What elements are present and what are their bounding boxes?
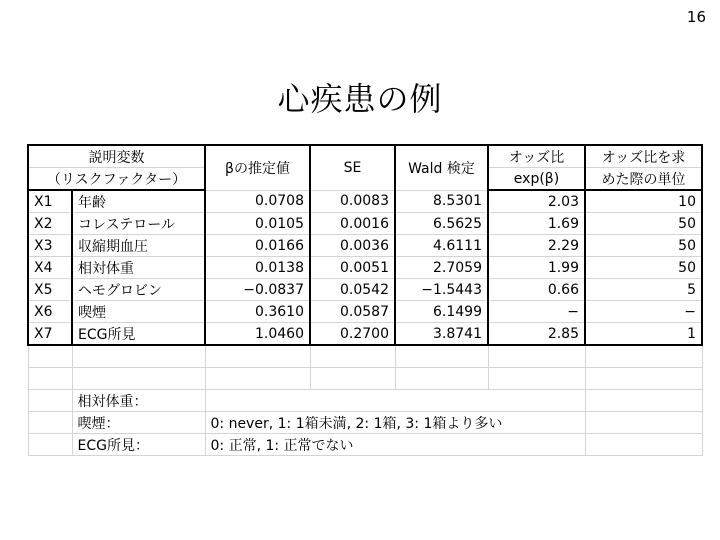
note-value: 0: never, 1: 1箱未満, 2: 1箱, 3: 1箱より多い [205, 412, 585, 434]
row-se: 0.2700 [310, 323, 395, 346]
row-beta: 0.0708 [205, 190, 310, 213]
row-id: X2 [28, 213, 72, 235]
row-wald: 8.5301 [395, 190, 488, 213]
row-se: 0.0051 [310, 257, 395, 279]
row-id: X4 [28, 257, 72, 279]
row-se: 0.0083 [310, 190, 395, 213]
table-row [28, 279, 702, 301]
empty-row [28, 368, 702, 390]
header-odds-line2: exp(β) [488, 168, 585, 191]
row-odds: 1.99 [488, 257, 585, 279]
note-label: ECG所見： [72, 434, 205, 456]
row-beta: −0.0837 [205, 279, 310, 301]
row-id: X7 [28, 323, 72, 346]
row-beta: 0.0138 [205, 257, 310, 279]
row-id: X3 [28, 235, 72, 257]
note-value: 0: 正常, 1: 正常でない [205, 434, 585, 456]
note-row [28, 434, 702, 456]
row-wald: 4.6111 [395, 235, 488, 257]
table-row [28, 257, 702, 279]
page-number: 16 [686, 8, 706, 26]
row-beta: 1.0460 [205, 323, 310, 346]
table-row [28, 190, 702, 213]
row-odds: 2.03 [488, 190, 585, 213]
row-beta: 0.3610 [205, 301, 310, 323]
row-odds: 2.29 [488, 235, 585, 257]
header-se: SE [310, 145, 395, 190]
row-name: 収縮期血圧 [72, 235, 205, 257]
row-beta: 0.0166 [205, 235, 310, 257]
empty-row [28, 345, 702, 368]
header-wald: Wald 検定 [395, 145, 488, 190]
note-label: 喫煙： [72, 412, 205, 434]
row-odds: − [488, 301, 585, 323]
row-name: ECG所見 [72, 323, 205, 346]
note-value [205, 390, 585, 412]
row-se: 0.0016 [310, 213, 395, 235]
row-id: X6 [28, 301, 72, 323]
row-unit: 1 [585, 323, 702, 346]
note-label: 相対体重： [72, 390, 205, 412]
row-se: 0.0587 [310, 301, 395, 323]
row-wald: 6.5625 [395, 213, 488, 235]
row-se: 0.0542 [310, 279, 395, 301]
row-wald: −1.5443 [395, 279, 488, 301]
row-name: 相対体重 [72, 257, 205, 279]
row-unit: − [585, 301, 702, 323]
table-row [28, 213, 702, 235]
note-row [28, 390, 702, 412]
slide-title: 心疾患の例 [277, 80, 443, 118]
row-se: 0.0036 [310, 235, 395, 257]
regression-table [27, 144, 703, 456]
row-name: コレステロール [72, 213, 205, 235]
header-unit-line2: めた際の単位 [585, 168, 702, 191]
row-name: 喫煙 [72, 301, 205, 323]
row-wald: 3.8741 [395, 323, 488, 346]
header-beta: βの推定値 [205, 145, 310, 190]
row-id: X5 [28, 279, 72, 301]
row-name: ヘモグロビン [72, 279, 205, 301]
row-unit: 50 [585, 235, 702, 257]
table-row [28, 323, 702, 346]
note-row [28, 412, 702, 434]
table-row [28, 301, 702, 323]
row-wald: 6.1499 [395, 301, 488, 323]
row-unit: 10 [585, 190, 702, 213]
row-odds: 1.69 [488, 213, 585, 235]
row-name: 年齢 [72, 190, 205, 213]
row-unit: 50 [585, 257, 702, 279]
row-id: X1 [28, 190, 72, 213]
row-odds: 0.66 [488, 279, 585, 301]
header-variable-line1: 説明変数 [28, 145, 205, 168]
row-unit: 50 [585, 213, 702, 235]
row-wald: 2.7059 [395, 257, 488, 279]
row-beta: 0.0105 [205, 213, 310, 235]
header-variable-line2: （リスクファクター） [28, 168, 205, 191]
row-unit: 5 [585, 279, 702, 301]
row-odds: 2.85 [488, 323, 585, 346]
header-odds-line1: オッズ比 [488, 145, 585, 168]
table-row [28, 235, 702, 257]
header-unit-line1: オッズ比を求 [585, 145, 702, 168]
